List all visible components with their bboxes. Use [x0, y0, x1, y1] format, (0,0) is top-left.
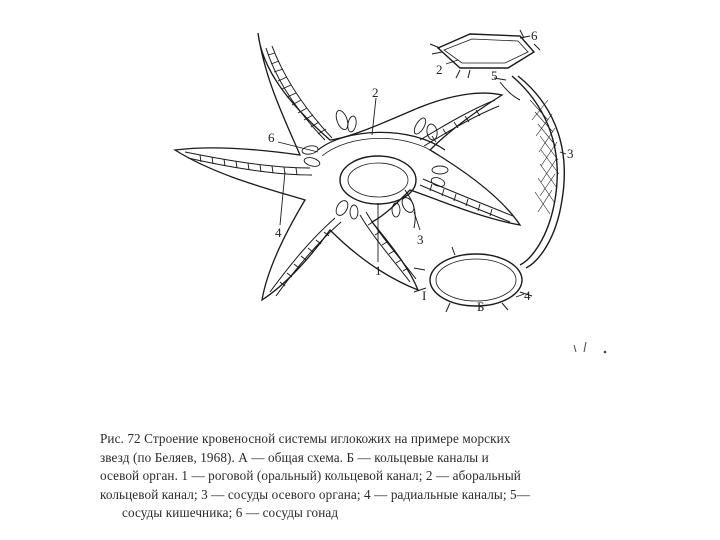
diagram-labels [268, 28, 574, 314]
caption-line-3: осевой орган. 1 — роговой (оральный) кольцевой канал; 2 — аборальный [100, 468, 521, 484]
figure-caption [100, 430, 622, 523]
label-b-3: 3 [567, 146, 574, 161]
stray-marks [574, 342, 606, 353]
axial-organ [512, 76, 557, 265]
label-6: 6 [268, 130, 275, 145]
oral-ring-inner [348, 163, 408, 197]
label-b-2: 2 [436, 62, 443, 77]
arm-radial-canals [185, 46, 513, 296]
caption-line-4: кольцевой канал; 3 — сосуды осевого органа; 4 — радиальные каналы; 5— [100, 486, 531, 502]
caption-line-5: сосуды кишечника; 6 — сосуды гонад [122, 505, 339, 521]
caption-line-2: звезд (по Беляев, 1968). А — общая схема. Б — кольцевые каналы и [100, 449, 489, 465]
intestinal-vessels [500, 82, 520, 100]
label-4: 4 [275, 225, 282, 240]
label-b-6: 6 [531, 28, 538, 43]
label-b-I: I [422, 288, 427, 303]
gonad-clusters [301, 109, 448, 219]
label-1: 1 [375, 263, 382, 278]
radial-canal-stubs [414, 247, 532, 312]
leader-lines [278, 36, 566, 297]
label-2: 2 [372, 85, 379, 100]
oral-ring-ellipse [430, 254, 522, 306]
label-3: 3 [417, 232, 424, 247]
label-part-b: Б [477, 299, 485, 314]
label-b-5: 5 [491, 68, 498, 83]
caption-line-1: Рис. 72 Строение кровеносной системы иглокожих на примере морских [100, 431, 511, 446]
label-b-4: 4 [524, 288, 531, 303]
